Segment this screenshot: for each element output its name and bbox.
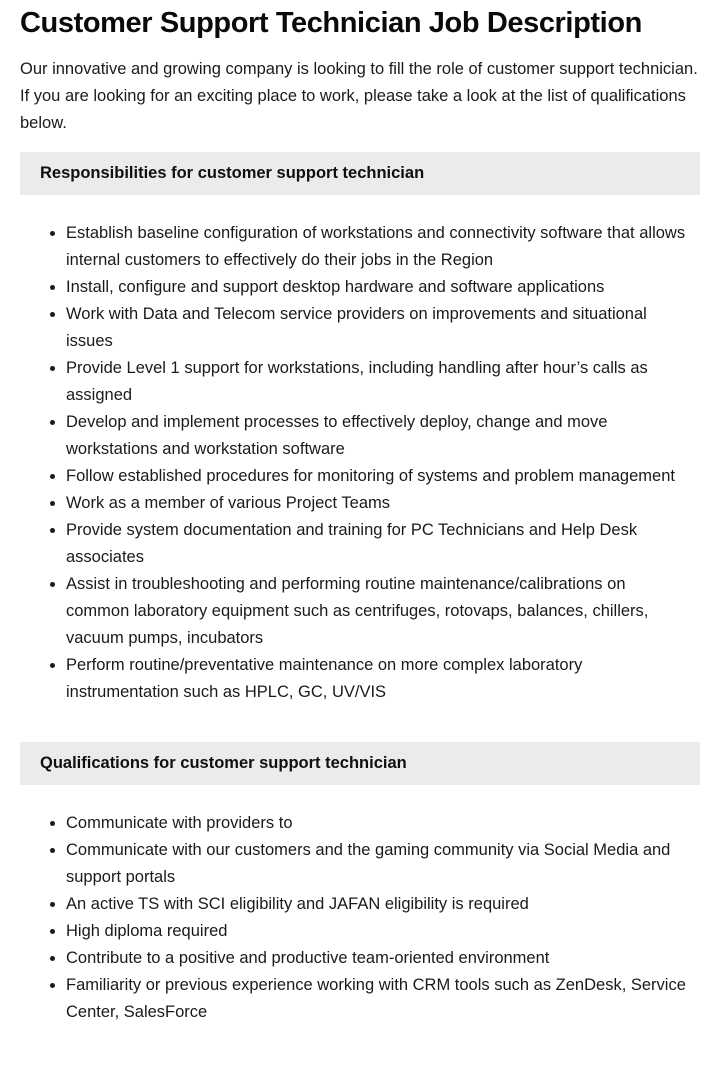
qualifications-list [20,810,700,1026]
list-item: Develop and implement processes to effectively deploy, change and move workstations and workstation software [66,409,690,463]
list-item: Provide system documentation and training for PC Technicians and Help Desk associates [66,517,690,571]
list-item: Provide Level 1 support for workstations, including handling after hour’s calls as assigned [66,355,690,409]
list-item: Work as a member of various Project Teams [66,490,690,517]
section-qualifications [20,742,700,1026]
list-item: Install, configure and support desktop hardware and software applications [66,274,690,301]
section-heading-qualifications: Qualifications for customer support technician [20,742,700,785]
list-item: Perform routine/preventative maintenance on more complex laboratory instrumentation such as HPLC, GC, UV/VIS [66,652,690,706]
section-responsibilities [20,152,700,706]
list-item: Work with Data and Telecom service providers on improvements and situational issues [66,301,690,355]
list-item: Familiarity or previous experience working with CRM tools such as ZenDesk, Service Center, SalesForce [66,972,690,1026]
list-item: Assist in troubleshooting and performing routine maintenance/calibrations on common laboratory equipment such as centrifuges, rotovaps, balances, chillers, vacuum pumps, incubators [66,571,690,652]
list-item: An active TS with SCI eligibility and JAFAN eligibility is required [66,891,690,918]
section-heading-responsibilities: Responsibilities for customer support technician [20,152,700,195]
list-item: Establish baseline configuration of workstations and connectivity software that allows internal customers to effectively do their jobs in the Region [66,220,690,274]
intro-paragraph: Our innovative and growing company is looking to fill the role of customer support technician. If you are looking for an exciting place to work, please take a look at the list of qualifications below. [20,60,698,133]
list-item: Follow established procedures for monitoring of systems and problem management [66,463,690,490]
list-item: Communicate with providers to [66,810,690,837]
list-item: Contribute to a positive and productive team-oriented environment [66,945,690,972]
list-item: High diploma required [66,918,690,945]
list-item: Communicate with our customers and the gaming community via Social Media and support portals [66,837,690,891]
page-title: Customer Support Technician Job Description [20,7,642,39]
responsibilities-list [20,220,700,706]
